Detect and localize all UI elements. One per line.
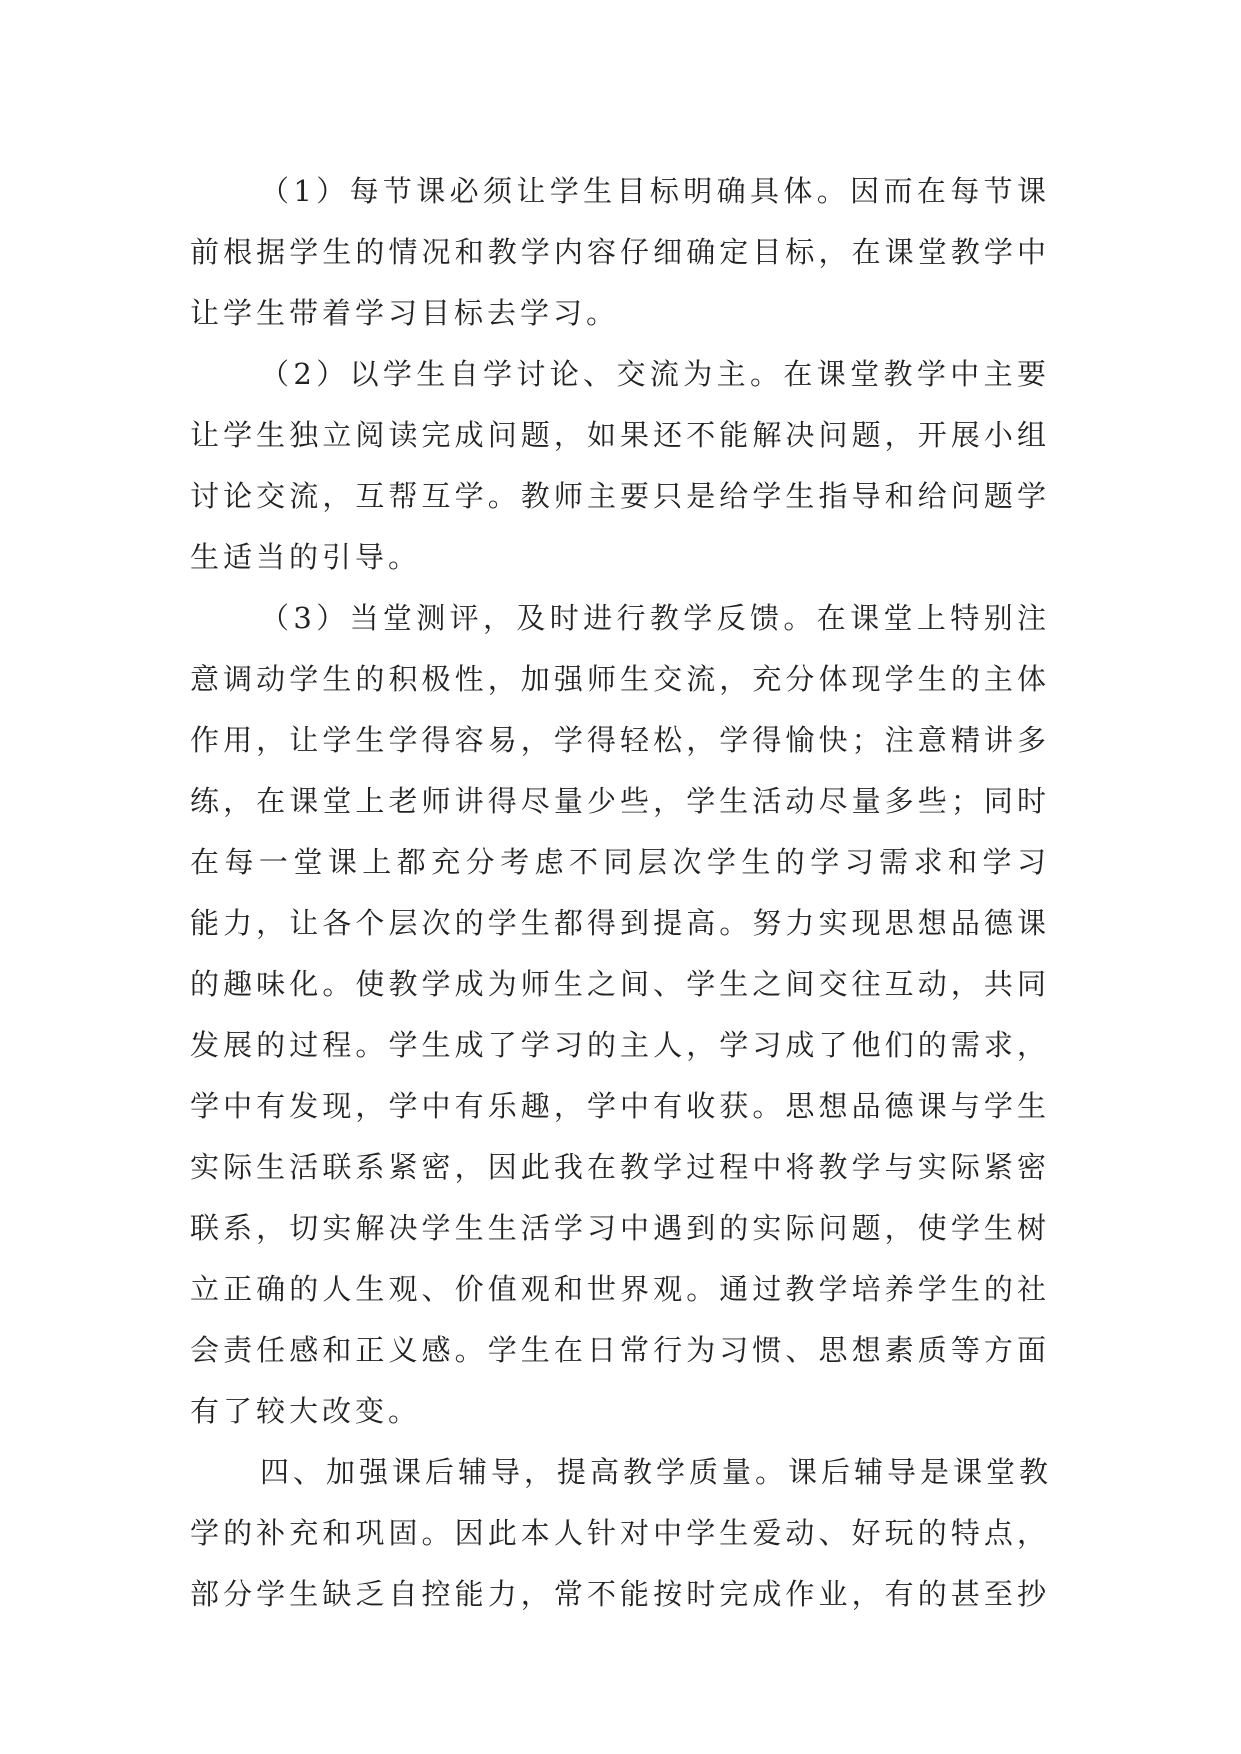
paragraph-line: 会责任感和正义感。学生在日常行为习惯、思想素质等方面 [190, 1333, 1050, 1367]
paragraph-line: 作用，让学生学得容易，学得轻松，学得愉快；注意精讲多 [190, 723, 1050, 757]
paragraph-line: 四、加强课后辅导，提高教学质量。课后辅导是课堂教 [260, 1455, 1053, 1489]
document-body [190, 161, 1053, 1625]
paragraph-line: 联系，切实解决学生生活学习中遇到的实际问题，使学生树 [190, 1211, 1050, 1245]
paragraph-line: 学的补充和巩固。因此本人针对中学生爱动、好玩的特点， [190, 1516, 1050, 1550]
paragraph-line: （1）每节课必须让学生目标明确具体。因而在每节课 [260, 174, 1050, 208]
paragraph-line: 生适当的引导。 [190, 540, 422, 574]
paragraph-line: 的趣味化。使教学成为师生之间、学生之间交往互动，共同 [190, 967, 1050, 1001]
paragraph-line: （2）以学生自学讨论、交流为主。在课堂教学中主要 [260, 357, 1050, 391]
paragraph-line: 学中有发现，学中有乐趣，学中有收获。思想品德课与学生 [190, 1089, 1050, 1123]
paragraph-line: 意调动学生的积极性，加强师生交流，充分体现学生的主体 [190, 662, 1050, 696]
paragraph-line: （3）当堂测评，及时进行教学反馈。在课堂上特别注 [260, 601, 1050, 635]
paragraph-line: 练，在课堂上老师讲得尽量少些，学生活动尽量多些；同时 [190, 784, 1050, 818]
paragraph-line: 立正确的人生观、价值观和世界观。通过教学培养学生的社 [190, 1272, 1050, 1306]
paragraph-line: 发展的过程。学生成了学习的主人，学习成了他们的需求， [190, 1028, 1050, 1062]
paragraph-line: 讨论交流，互帮互学。教师主要只是给学生指导和给问题学 [190, 479, 1050, 513]
paragraph-line: 前根据学生的情况和教学内容仔细确定目标，在课堂教学中 [190, 235, 1050, 269]
paragraph-line: 在每一堂课上都充分考虑不同层次学生的学习需求和学习 [190, 845, 1050, 879]
paragraph-line: 实际生活联系紧密，因此我在教学过程中将教学与实际紧密 [190, 1150, 1050, 1184]
paragraph-line: 让学生独立阅读完成问题，如果还不能解决问题，开展小组 [190, 418, 1050, 452]
paragraph-line: 能力，让各个层次的学生都得到提高。努力实现思想品德课 [190, 906, 1050, 940]
paragraph-line: 有了较大改变。 [190, 1394, 422, 1428]
paragraph-line: 让学生带着学习目标去学习。 [190, 296, 620, 330]
paragraph-line: 部分学生缺乏自控能力，常不能按时完成作业，有的甚至抄 [190, 1577, 1050, 1611]
